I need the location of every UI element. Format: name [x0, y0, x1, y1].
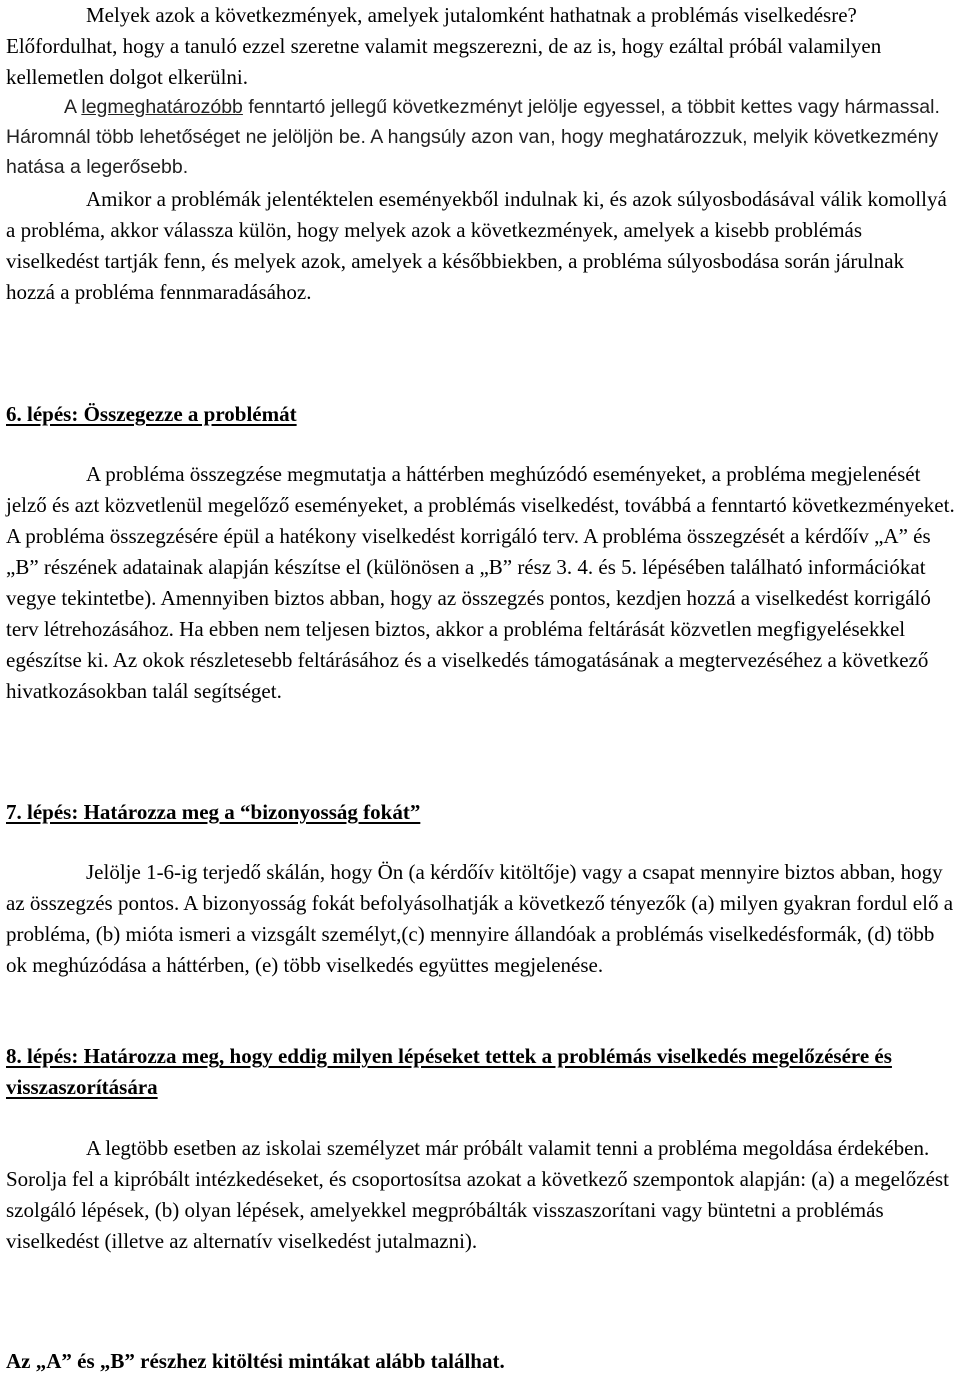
step8-body: A legtöbb esetben az iskolai személyzet már próbált valamit tenni a probléma megoldása érdekében. Sorolja fel a kipróbált intézkedéseket, és csoportosítsa azokat a következő szempontok alapján: (a) a megelőzést szolgáló lépések, (b) olyan lépések, amelyekkel megpróbálták visszaszorítani vagy büntetni a problémás viselkedést (illetve az alternatív viselkedést jutalmazni).: [6, 1136, 949, 1253]
step7-heading: 7. lépés: Határozza meg a “bizonyosság fokát”: [6, 800, 421, 824]
intro-paragraph: Melyek azok a következmények, amelyek jutalomként hathatnak a problémás viselkedésre? Előfordulhat, hogy a tanuló ezzel szeretne valamit megszerezni, de az is, hogy ezáltal próbál valamilyen kellemetlen dolgot elkerülni.: [6, 3, 882, 89]
marking-instructions-prefix: A: [64, 96, 82, 118]
closing-note: Az „A” és „B” részhez kitöltési mintákat alább találhat.: [6, 1349, 505, 1373]
step8-heading: 8. lépés: Határozza meg, hogy eddig milyen lépéseket tettek a problémás viselkedés megelőzésére és visszaszorítására: [6, 1044, 892, 1099]
marking-instructions-paragraph: [6, 92, 956, 182]
step6-body: A probléma összegzése megmutatja a háttérben meghúzódó eseményeket, a probléma megjelenését jelző és azt közvetlenül megelőző eseményeket, a problémás viselkedést, továbbá a fenntartó következményeket. A probléma összegzésére épül a hatékony viselkedést korrigáló terv. A probléma összegzését a kérdőív „A” és „B” részének adatainak alapján készítse el (különösen a „B” rész 3. 4. és 5. lépésében található információkat vegye tekintetbe). Amennyiben biztos abban, hogy az összegzés pontos, kezdjen hozzá a viselkedést korrigáló terv létrehozásához. Ha ebben nem teljesen biztos, akkor a probléma feltárását közvetlen megfigyelésekkel egészítse ki. Az okok részletesebb feltárásához és a viselkedés támogatásának a megtervezéséhez a következő hivatkozásokban talál segítséget.: [6, 462, 955, 703]
step7-body: Jelölje 1-6-ig terjedő skálán, hogy Ön (a kérdőív kitöltője) vagy a csapat mennyire biztos abban, hogy az összegzés pontos. A bizonyosság fokát befolyásolhatják a következő tényezők (a) milyen gyakran fordul elő a probléma, (b) mióta ismeri a vizsgált személyt,(c) mennyire állandóak a problémás viselkedésformák, (d) több ok meghúzódása a háttérben, (e) több viselkedés együttes megjelenése.: [6, 860, 954, 977]
marking-instructions-rest: fenntartó jellegű következményt jelölje egyessel, a többit kettes vagy hármassal. Háromnál több lehetőséget ne jelöljön be. A hangsúly azon van, hogy meghatározzuk, melyik következmény hatása a legerősebb.: [6, 96, 940, 178]
step6-heading: 6. lépés: Összegezze a problémát: [6, 402, 297, 426]
emphasis-most-determining: legmeghatározóbb: [81, 96, 243, 118]
minor-events-paragraph: Amikor a problémák jelentéktelen eseményekből indulnak ki, és azok súlyosbodásával válik komollyá a probléma, akkor válassza külön, hogy melyek azok a következmények, amelyek a kisebb problémás viselkedést tartják fenn, és melyek azok, amelyek a későbbiekben, a probléma súlyosbodása során járulnak hozzá a probléma fennmaradásához.: [6, 187, 947, 304]
